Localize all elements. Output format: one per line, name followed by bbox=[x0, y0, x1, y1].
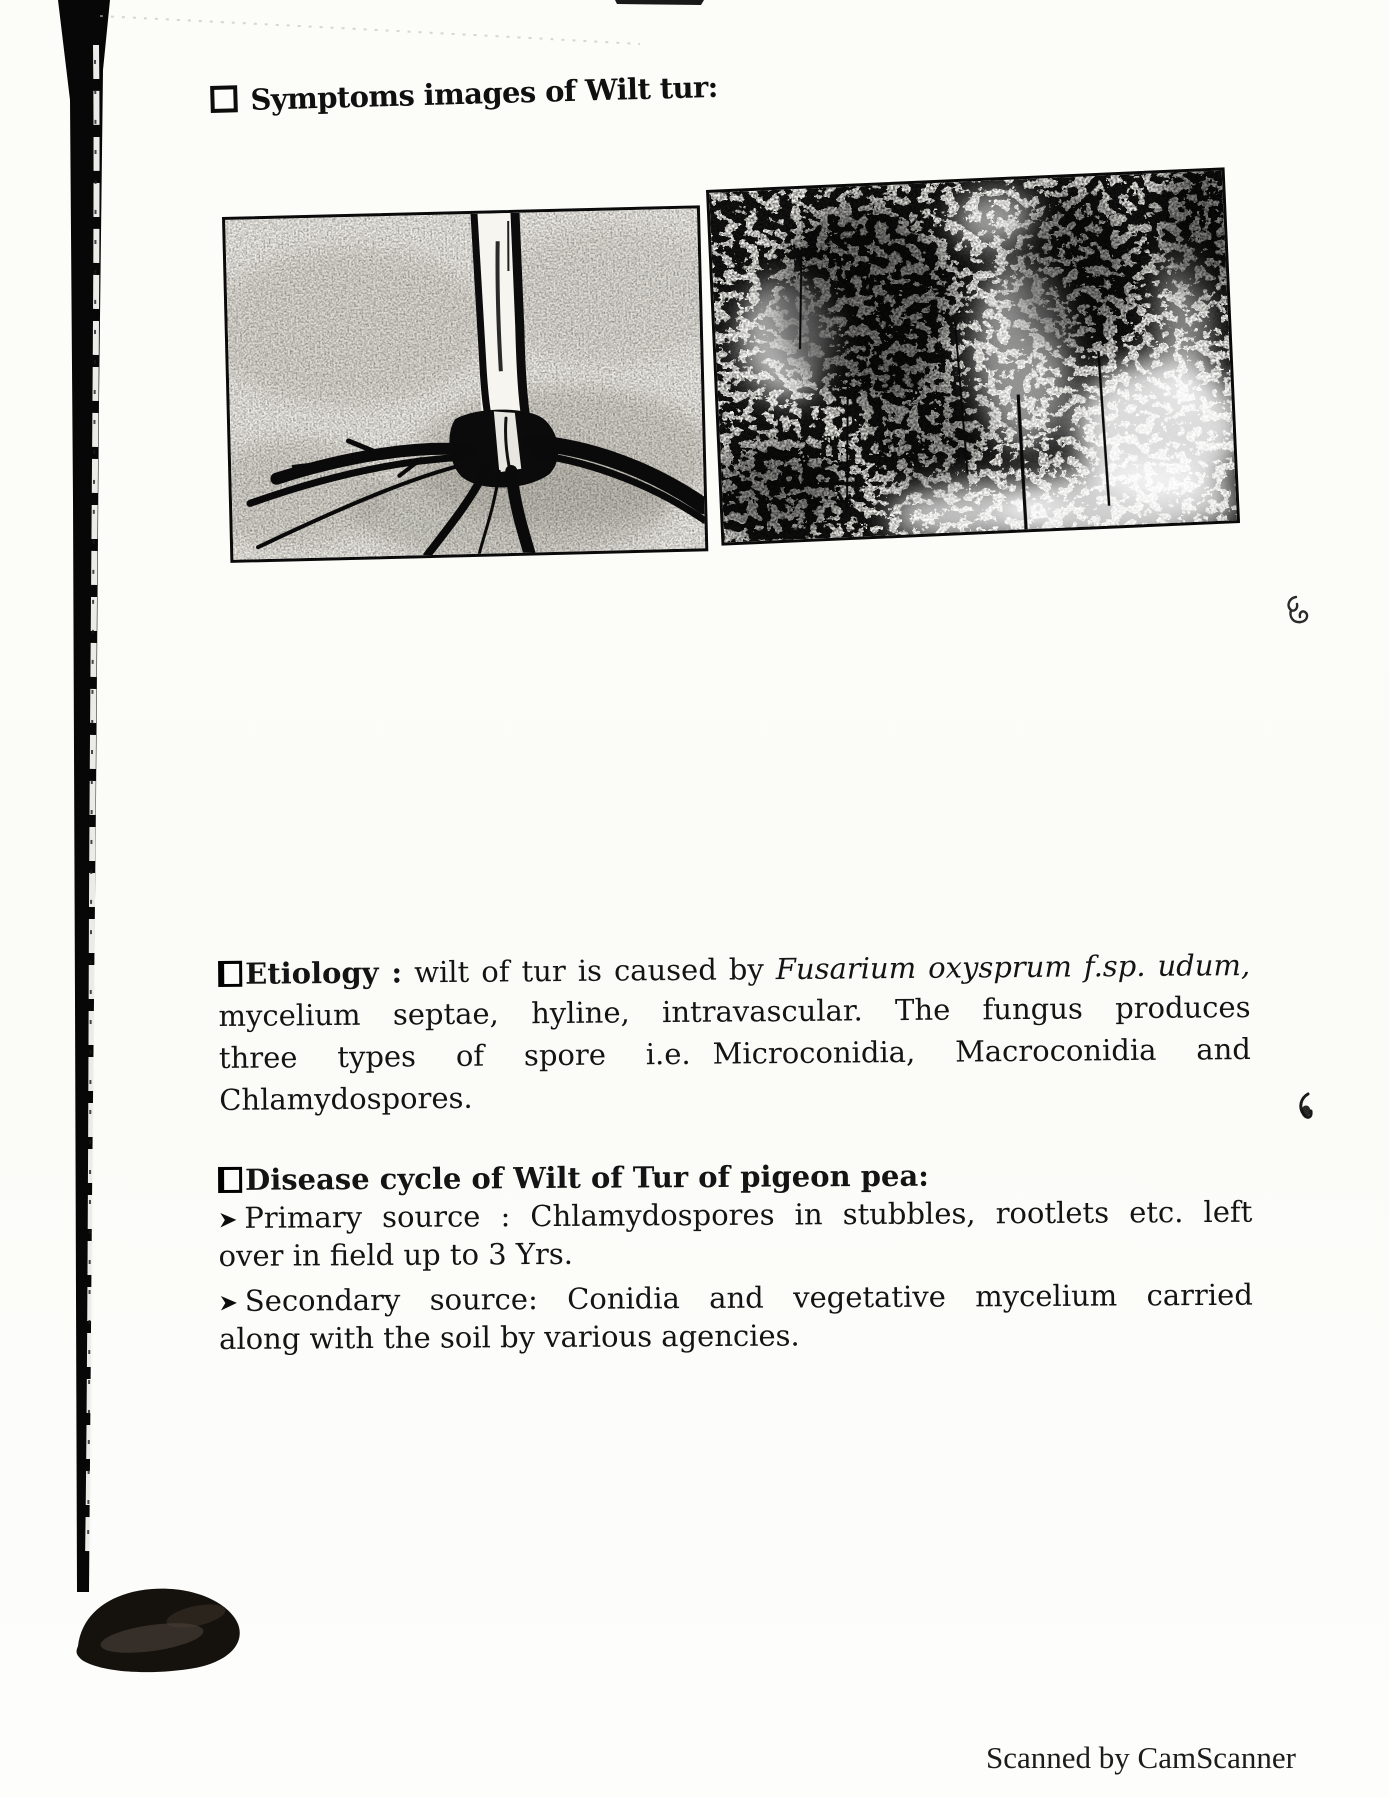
primary-source-text: Primary source : Chlamydospores in stubbles, rootlets etc. left bbox=[244, 1194, 1253, 1235]
disease-cycle-heading-line bbox=[218, 1155, 1252, 1199]
disease-cycle-block bbox=[218, 1155, 1253, 1358]
primary-source-line-2: over in field up to 3 Yrs. bbox=[218, 1236, 574, 1273]
etiology-heading: Etiology : bbox=[245, 955, 403, 991]
figure-field-symptoms-photo bbox=[706, 167, 1240, 545]
checkbox-bullet-icon bbox=[218, 1167, 242, 1193]
etiology-line-3a: three types of spore i.e. bbox=[218, 1036, 691, 1075]
etiology-line-4: Chlamydospores. bbox=[219, 1080, 473, 1117]
etiology-text: wilt of tur is caused by bbox=[414, 952, 764, 990]
figure-root-symptoms-photo bbox=[222, 205, 708, 563]
secondary-source-line-2: along with the soil by various agencies. bbox=[218, 1318, 800, 1356]
etiology-paragraph bbox=[218, 944, 1251, 1121]
checkbox-bullet-icon bbox=[218, 961, 242, 987]
etiology-line-3b: Microconidia, Macroconidia and bbox=[712, 1031, 1252, 1071]
checkbox-bullet-icon bbox=[210, 85, 238, 113]
camscanner-watermark: Scanned by CamScanner bbox=[986, 1740, 1296, 1775]
root-symptoms-illustration bbox=[225, 208, 705, 559]
secondary-source-text: Secondary source: Conidia and vegetative mycelium carried bbox=[244, 1277, 1253, 1318]
disease-cycle-heading: Disease cycle of Wilt of Tur of pigeon pea: bbox=[245, 1158, 930, 1197]
arrow-bullet-icon bbox=[219, 1293, 239, 1313]
secondary-source-line-1 bbox=[219, 1276, 1253, 1320]
primary-source-line-1 bbox=[218, 1193, 1252, 1237]
etiology-line-2: mycelium septae, hyline, intravascular. The fungus produces bbox=[218, 989, 1251, 1033]
field-symptoms-illustration bbox=[709, 170, 1237, 542]
pathogen-name: Fusarium oxysprum f.sp. udum, bbox=[775, 947, 1251, 987]
header-title: Symptoms images of Wilt tur: bbox=[250, 69, 719, 117]
arrow-bullet-icon bbox=[218, 1210, 238, 1230]
